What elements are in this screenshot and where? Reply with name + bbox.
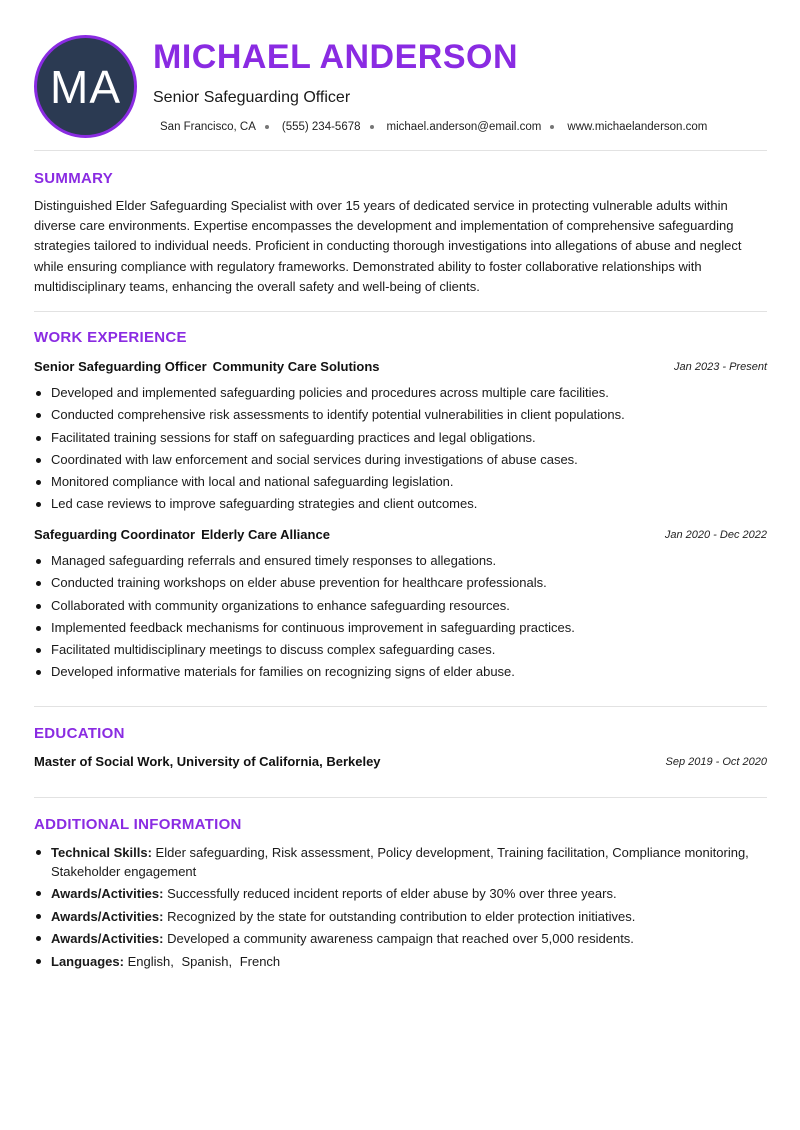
avatar-initials: MA — [50, 60, 121, 113]
contact-email[interactable]: michael.anderson@email.com — [386, 121, 542, 133]
item-label: Awards/Activities: — [51, 886, 164, 902]
item-text: Successfully reduced incident reports of elder abuse by 30% over three years. — [167, 886, 617, 902]
item-text: Developed a community awareness campaign that reached over 5,000 residents. — [167, 930, 634, 946]
job-position: Safeguarding Coordinator — [34, 527, 196, 542]
list-item: Implemented feedback mechanisms for continuous improvement in safeguarding practices. — [34, 620, 770, 642]
job-bullets — [34, 385, 770, 519]
language: French — [239, 953, 281, 969]
languages-label: Languages: — [51, 953, 124, 969]
separator-dot — [370, 125, 374, 129]
experience-heading: WORK EXPERIENCE — [34, 329, 187, 346]
candidate-role: Senior Safeguarding Officer — [153, 89, 351, 106]
job-company: Community Care Solutions — [212, 359, 380, 374]
job-dates: Jan 2023 - Present — [674, 361, 767, 373]
language: Spanish, — [181, 953, 233, 969]
education-degree: Master of Social Work, University of California, Berkeley — [34, 754, 381, 769]
divider — [34, 706, 767, 707]
job-dates: Jan 2020 - Dec 2022 — [664, 529, 767, 541]
item-label: Technical Skills: — [51, 845, 152, 860]
list-item: Conducted comprehensive risk assessments to identify potential vulnerabilities in client populations. — [34, 407, 770, 429]
education-heading: EDUCATION — [34, 725, 125, 742]
avatar — [34, 35, 137, 138]
summary-heading: SUMMARY — [34, 170, 114, 187]
list-item — [34, 907, 770, 926]
list-item: Facilitated training sessions for staff on safeguarding practices and legal obligations. — [34, 430, 770, 452]
item-label: Awards/Activities: — [51, 930, 164, 946]
item-text: Recognized by the state for outstanding contribution to elder protection initiatives. — [167, 908, 636, 924]
languages-item — [34, 952, 770, 971]
separator-dot — [550, 125, 554, 129]
item-text: Elder safeguarding, Risk assessment, Policy development, Training facilitation, Compliance monitoring, Stakeholder engagement — [51, 845, 749, 879]
list-item: Coordinated with law enforcement and social services during investigations of abuse cases. — [34, 452, 770, 474]
contact-location: San Francisco, CA — [160, 121, 256, 133]
list-item — [34, 884, 770, 903]
divider — [34, 797, 767, 798]
contact-website[interactable]: www.michaelanderson.com — [567, 121, 708, 133]
job-title — [34, 359, 380, 374]
list-item: Facilitated multidisciplinary meetings to discuss complex safeguarding cases. — [34, 642, 770, 664]
list-item: Monitored compliance with local and national safeguarding legislation. — [34, 474, 770, 496]
list-item: Led case reviews to improve safeguarding strategies and client outcomes. — [34, 496, 770, 518]
job-title — [34, 527, 330, 542]
summary-text: Distinguished Elder Safeguarding Specialist with over 15 years of dedicated service in protecting vulnerable adults within diverse care environments. Expertise encompasses the development and implementation of comprehensive safeguarding strategies tailored to individual needs. Proficient in conducting thorough investigations into allegations of abuse and neglect while ensuring compliance with regulatory frameworks. Demonstrated ability to foster collaborative relationships with multidisciplinary teams, enhancing the overall safety and well-being of clients. — [34, 198, 742, 294]
candidate-name: MICHAEL ANDERSON — [153, 38, 519, 76]
divider — [34, 311, 767, 312]
list-item: Developed informative materials for families on recognizing signs of elder abuse. — [34, 664, 770, 686]
list-item — [34, 843, 770, 881]
item-label: Awards/Activities: — [51, 908, 164, 924]
list-item: Conducted training workshops on elder abuse prevention for healthcare professionals. — [34, 575, 770, 597]
list-item: Managed safeguarding referrals and ensured timely responses to allegations. — [34, 553, 770, 575]
job-bullets — [34, 553, 770, 687]
language: English, — [127, 953, 174, 969]
contact-line — [160, 121, 707, 133]
separator-dot — [265, 125, 269, 129]
contact-phone: (555) 234-5678 — [281, 121, 361, 133]
additional-heading: ADDITIONAL INFORMATION — [34, 816, 242, 833]
list-item: Collaborated with community organizations to enhance safeguarding resources. — [34, 598, 770, 620]
job-position: Senior Safeguarding Officer — [34, 359, 207, 374]
list-item — [34, 929, 770, 948]
divider — [34, 150, 767, 151]
list-item: Developed and implemented safeguarding policies and procedures across multiple care facilities. — [34, 385, 770, 407]
additional-list — [34, 843, 770, 974]
education-dates: Sep 2019 - Oct 2020 — [665, 756, 767, 768]
job-company: Elderly Care Alliance — [201, 527, 330, 542]
